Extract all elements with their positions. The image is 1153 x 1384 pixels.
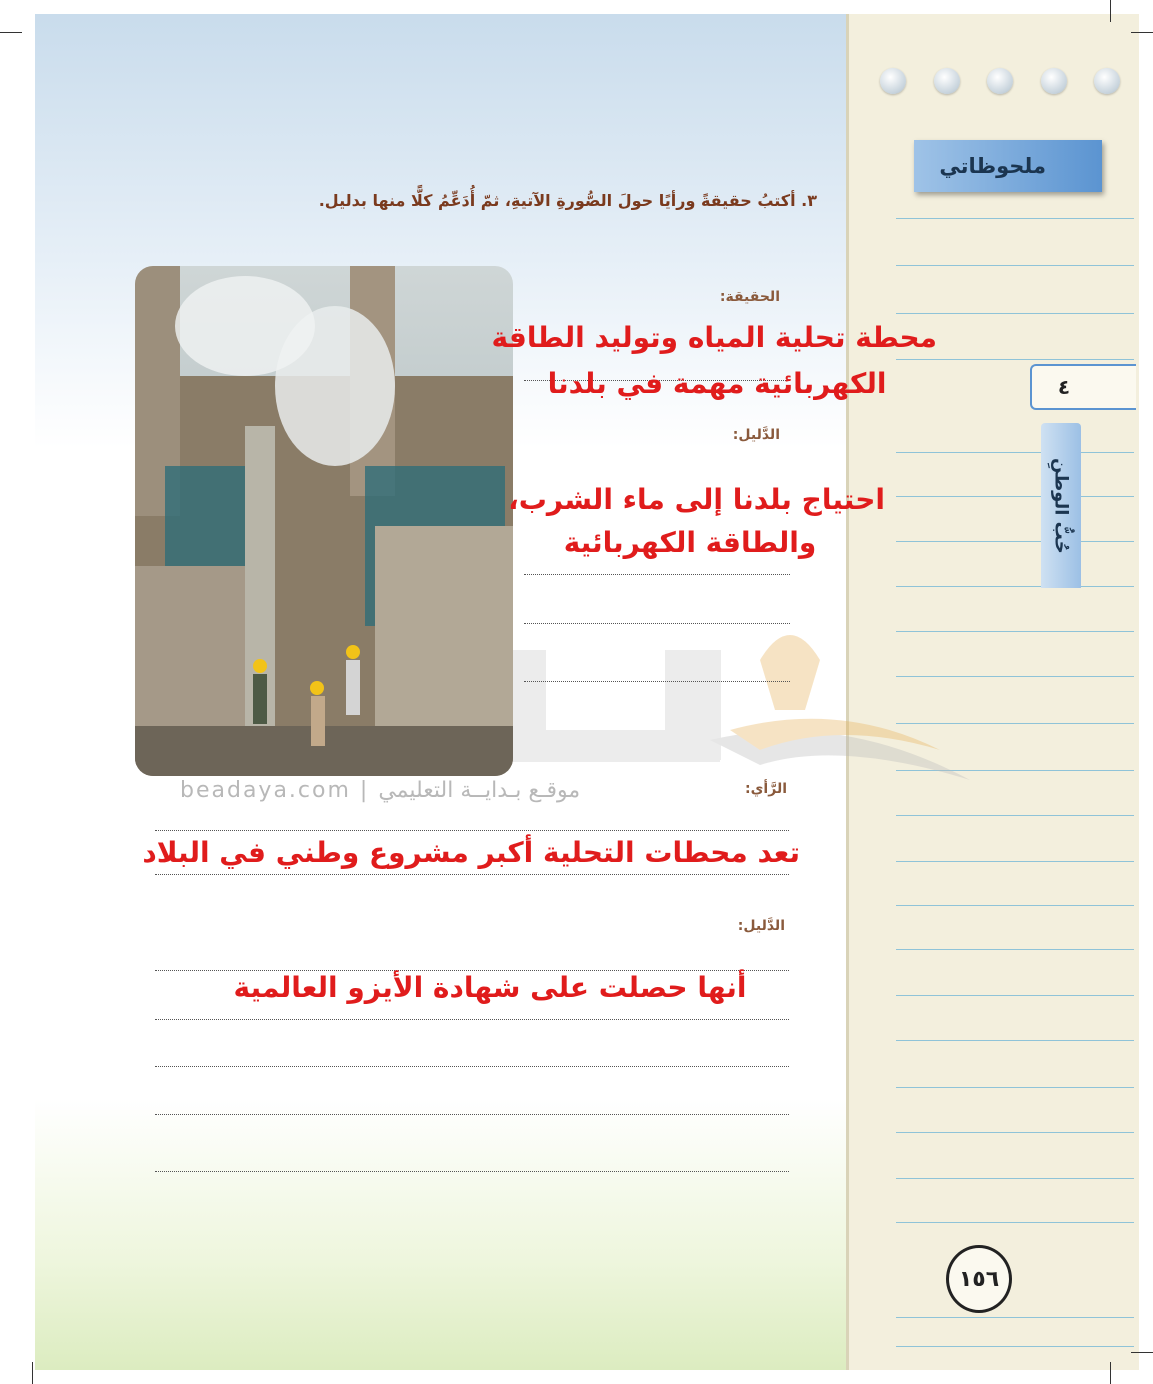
page-number-badge xyxy=(946,1245,1012,1313)
notes-ruled-line xyxy=(896,1178,1134,1179)
fact-answer-line: محطة تحلية المياه وتوليد الطاقة xyxy=(491,321,937,354)
watermark-shape xyxy=(665,650,721,760)
question-text: ٣. أكتبُ حقيقةً ورأيًا حولَ الصُّورةِ الآتيةِ، ثمّ أُدَعِّمُ كلًّا منها بدليل. xyxy=(318,191,817,210)
notes-ruled-line xyxy=(896,815,1134,816)
trim-mark xyxy=(32,1362,33,1384)
notes-ruled-line xyxy=(896,359,1134,360)
writing-line xyxy=(155,1066,789,1067)
notes-ruled-line xyxy=(896,1346,1134,1347)
page-number: ١٥٦ xyxy=(958,1266,1000,1292)
fact-answer-line: الكهربائية مهمة في بلدنا xyxy=(547,367,887,400)
binder-hole xyxy=(1094,68,1120,94)
notes-ruled-line xyxy=(896,861,1134,862)
watermark-text: beadaya.com | موقـع بـدايــة التعليمي xyxy=(180,778,581,803)
notes-ruled-line xyxy=(896,541,1134,542)
evidence-answer: أنها حصلت على شهادة الأيزو العالمية xyxy=(233,971,747,1004)
notes-ruled-line xyxy=(896,1317,1134,1318)
evidence-label: الدَّليل: xyxy=(732,427,780,443)
trim-mark xyxy=(1131,1352,1153,1353)
fact-label: الحقيقة: xyxy=(719,289,780,305)
desalination-plant-photo xyxy=(135,266,513,776)
opinion-answer: تعد محطات التحلية أكبر مشروع وطني في البلاد xyxy=(142,836,800,869)
notes-ruled-line xyxy=(896,313,1134,314)
notes-ruled-line xyxy=(896,1040,1134,1041)
notes-ruled-line xyxy=(896,949,1134,950)
trim-mark xyxy=(1110,1362,1111,1384)
binder-holes xyxy=(880,68,1120,94)
writing-line xyxy=(155,1171,789,1172)
notes-ruled-line xyxy=(896,496,1134,497)
notes-ruled-line xyxy=(896,905,1134,906)
notes-ruled-line xyxy=(896,265,1134,266)
notes-header xyxy=(914,140,1102,192)
binder-hole xyxy=(934,68,960,94)
notes-ruled-line xyxy=(896,586,1134,587)
opinion-label: الرَّأي: xyxy=(745,781,787,797)
writing-line xyxy=(155,1019,789,1020)
notes-ruled-line xyxy=(896,452,1134,453)
binder-hole xyxy=(1041,68,1067,94)
notes-title: ملحوظاتي xyxy=(939,154,1046,178)
writing-line xyxy=(524,574,790,575)
notes-ruled-line xyxy=(896,1222,1134,1223)
notes-ruled-line xyxy=(896,218,1134,219)
evidence-answer-line: احتياج بلدنا إلى ماء الشرب، xyxy=(508,483,885,516)
binder-hole xyxy=(880,68,906,94)
writing-line xyxy=(155,830,789,831)
trim-mark xyxy=(0,32,22,33)
trim-mark xyxy=(1131,32,1153,33)
unit-tab xyxy=(1041,423,1081,588)
trim-mark xyxy=(1110,0,1111,22)
unit-title: حُبُّ الوطنِ xyxy=(1050,457,1072,554)
watermark-logo xyxy=(460,590,980,790)
notes-ruled-line xyxy=(896,995,1134,996)
chapter-badge xyxy=(1030,364,1136,410)
evidence-answer-line: والطاقة الكهربائية xyxy=(563,526,817,559)
pen-nib-icon xyxy=(760,635,820,710)
writing-line xyxy=(524,623,790,624)
chapter-number: ٤ xyxy=(1057,375,1071,399)
writing-line xyxy=(524,681,790,682)
writing-line xyxy=(155,1114,789,1115)
notes-ruled-line xyxy=(896,1087,1134,1088)
writing-line xyxy=(155,874,789,875)
notes-ruled-line xyxy=(896,1132,1134,1133)
evidence-label: الدَّليل: xyxy=(737,918,785,934)
binder-hole xyxy=(987,68,1013,94)
